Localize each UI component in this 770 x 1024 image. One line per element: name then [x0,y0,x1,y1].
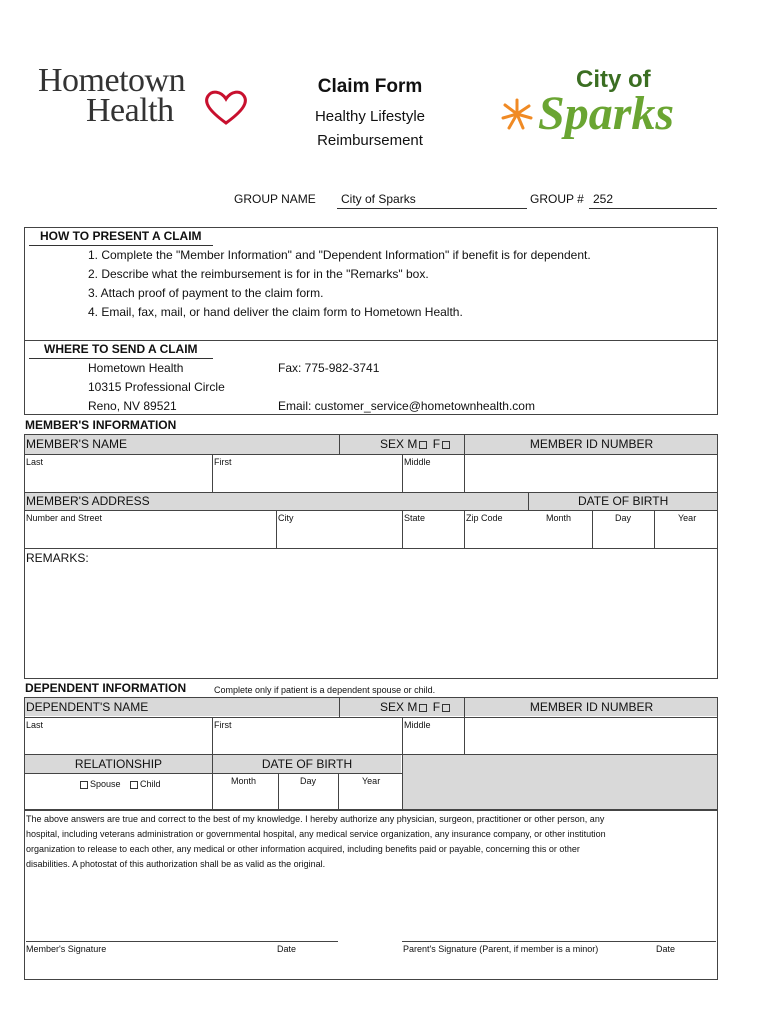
group-name-value[interactable]: City of Sparks [341,192,416,206]
divider [528,492,529,510]
dependent-dob-year-label: Year [362,776,381,786]
member-id-header: MEMBER ID NUMBER [529,437,654,451]
divider [402,510,403,548]
how-to-title: HOW TO PRESENT A CLAIM [40,229,202,243]
sunburst-icon [500,96,534,132]
authorization-text-line: hospital, including veterans administration or governmental hospital, any medical service organization, any insurance company, or other institution [26,829,606,839]
dependent-note: Complete only if patient is a dependent spouse or child. [214,685,436,695]
divider [339,434,340,454]
divider [402,754,403,809]
sex-m-checkbox[interactable] [419,441,427,449]
divider [212,454,213,492]
sex-f-checkbox[interactable] [442,441,450,449]
zip-field[interactable] [465,511,527,548]
member-name-header: MEMBER'S NAME [26,437,127,451]
dependent-dob-day-label: Day [300,776,317,786]
dependent-dob-year-field[interactable] [339,774,401,809]
heart-icon [202,88,250,126]
dependent-sex[interactable] [380,700,452,714]
parent-signature-field[interactable] [402,900,716,940]
remarks-label: REMARKS: [26,551,89,565]
authorization-text-line: disabilities. A photostat of this authorization shall be as valid as the original. [26,859,326,869]
sex-f-label: F [432,700,441,714]
dependent-id-header: MEMBER ID NUMBER [529,700,654,714]
spouse-checkbox[interactable] [80,781,88,789]
logo-city-of: City of [576,66,651,93]
signature-line [26,941,338,942]
how-to-step: 1. Complete the "Member Information" and "Dependent Information" if benefit is for dependent. [88,248,591,262]
group-number-value[interactable]: 252 [593,192,614,206]
divider [402,717,403,754]
divider [276,510,277,548]
street-field[interactable] [25,511,275,548]
spouse-label: Spouse [90,779,121,789]
member-date-label: Date [277,944,297,954]
how-to-step: 3. Attach proof of payment to the claim form. [88,286,324,300]
member-last-field[interactable] [25,455,211,492]
dependent-dob-month-label: Month [231,776,257,786]
member-address-header: MEMBER'S ADDRESS [26,494,150,508]
zip-label: Zip Code [466,513,503,523]
state-label: State [404,513,426,523]
dependent-section-title: DEPENDENT INFORMATION [25,681,187,695]
city-field[interactable] [277,511,401,548]
authorization-text-line: The above answers are true and correct to the best of my knowledge. I hereby authorize any physician, surgeon, practitioner or other person, any [26,814,605,824]
divider [24,548,718,549]
dependent-middle-label: Middle [404,720,431,730]
member-id-field[interactable] [465,455,717,492]
dob-year-field[interactable] [655,511,717,548]
dob-month-field[interactable] [529,511,591,548]
dependent-first-field[interactable] [213,718,401,754]
sex-m-checkbox[interactable] [419,704,427,712]
member-middle-label: Middle [404,457,431,467]
dependent-last-field[interactable] [25,718,211,754]
where-address-2: 10315 Professional Circle [88,380,225,394]
divider [402,454,403,492]
subtitle-2: Reimbursement [317,132,423,149]
dependent-filler-bg [402,755,717,809]
where-title-underline [29,358,213,359]
how-to-title-underline [29,245,213,246]
sex-label: SEX [380,437,405,451]
group-number-underline [589,208,717,209]
where-address-1: Hometown Health [88,361,184,375]
where-title: WHERE TO SEND A CLAIM [44,342,198,356]
state-field[interactable] [403,511,463,548]
member-signature-label: Member's Signature [26,944,107,954]
member-middle-field[interactable] [403,455,463,492]
child-label: Child [140,779,161,789]
member-first-field[interactable] [213,455,401,492]
dob-day-label: Day [615,513,632,523]
dependent-dob-day-field[interactable] [279,774,337,809]
hometown-health-logo [38,62,253,132]
sex-f-label: F [432,437,441,451]
where-fax: Fax: 775-982-3741 [278,361,380,375]
dependent-dob-header: DATE OF BIRTH [261,757,353,771]
authorization-text-line: organization to release to each other, any medical or other information acquired, including benefits paid or payable, concerning this or other [26,844,580,854]
relationship-options[interactable] [78,779,161,789]
where-email: Email: customer_service@hometownhealth.com [278,399,535,413]
dependent-first-label: First [214,720,232,730]
dependent-name-header: DEPENDENT'S NAME [26,700,149,714]
divider [338,773,339,809]
relationship-header: RELATIONSHIP [74,757,163,771]
sex-m-label: M [407,437,418,451]
group-name-underline [337,208,527,209]
member-dob-header: DATE OF BIRTH [578,494,669,508]
divider [654,510,655,548]
parent-date-label: Date [656,944,676,954]
signature-line [402,941,716,942]
member-sex[interactable] [380,437,452,451]
remarks-field[interactable] [25,568,717,678]
how-to-step: 4. Email, fax, mail, or hand deliver the claim form to Hometown Health. [88,305,463,319]
group-number-label: GROUP # [530,192,584,206]
parent-signature-label: Parent's Signature (Parent, if member is a minor) [403,944,599,954]
logo-line-2: Health [86,92,174,129]
divider [592,510,593,548]
group-name-label: GROUP NAME [234,192,316,206]
sex-m-label: M [407,700,418,714]
dependent-middle-field[interactable] [403,718,463,754]
divider [24,340,718,341]
member-first-label: First [214,457,232,467]
dob-month-label: Month [546,513,572,523]
dob-day-field[interactable] [593,511,653,548]
dependent-dob-month-field[interactable] [213,774,277,809]
dependent-last-label: Last [26,720,44,730]
subtitle-1: Healthy Lifestyle [314,108,426,125]
member-last-label: Last [26,457,44,467]
how-to-step: 2. Describe what the reimbursement is for in the "Remarks" box. [88,267,429,281]
divider [464,510,465,548]
child-checkbox[interactable] [130,781,138,789]
divider [339,697,340,717]
divider [278,773,279,809]
logo-line-1: Hometown [38,62,186,99]
city-label: City [278,513,294,523]
page-title: Claim Form [317,76,423,97]
member-signature-field[interactable] [26,900,338,940]
dob-year-label: Year [678,513,697,523]
where-address-3: Reno, NV 89521 [88,399,177,413]
sex-label: SEX [380,700,405,714]
dependent-id-field[interactable] [465,718,717,754]
city-of-sparks-logo [500,66,695,148]
logo-sparks: Sparks [538,87,675,140]
member-section-title: MEMBER'S INFORMATION [25,418,177,432]
sex-f-checkbox[interactable] [442,704,450,712]
street-label: Number and Street [26,513,103,523]
